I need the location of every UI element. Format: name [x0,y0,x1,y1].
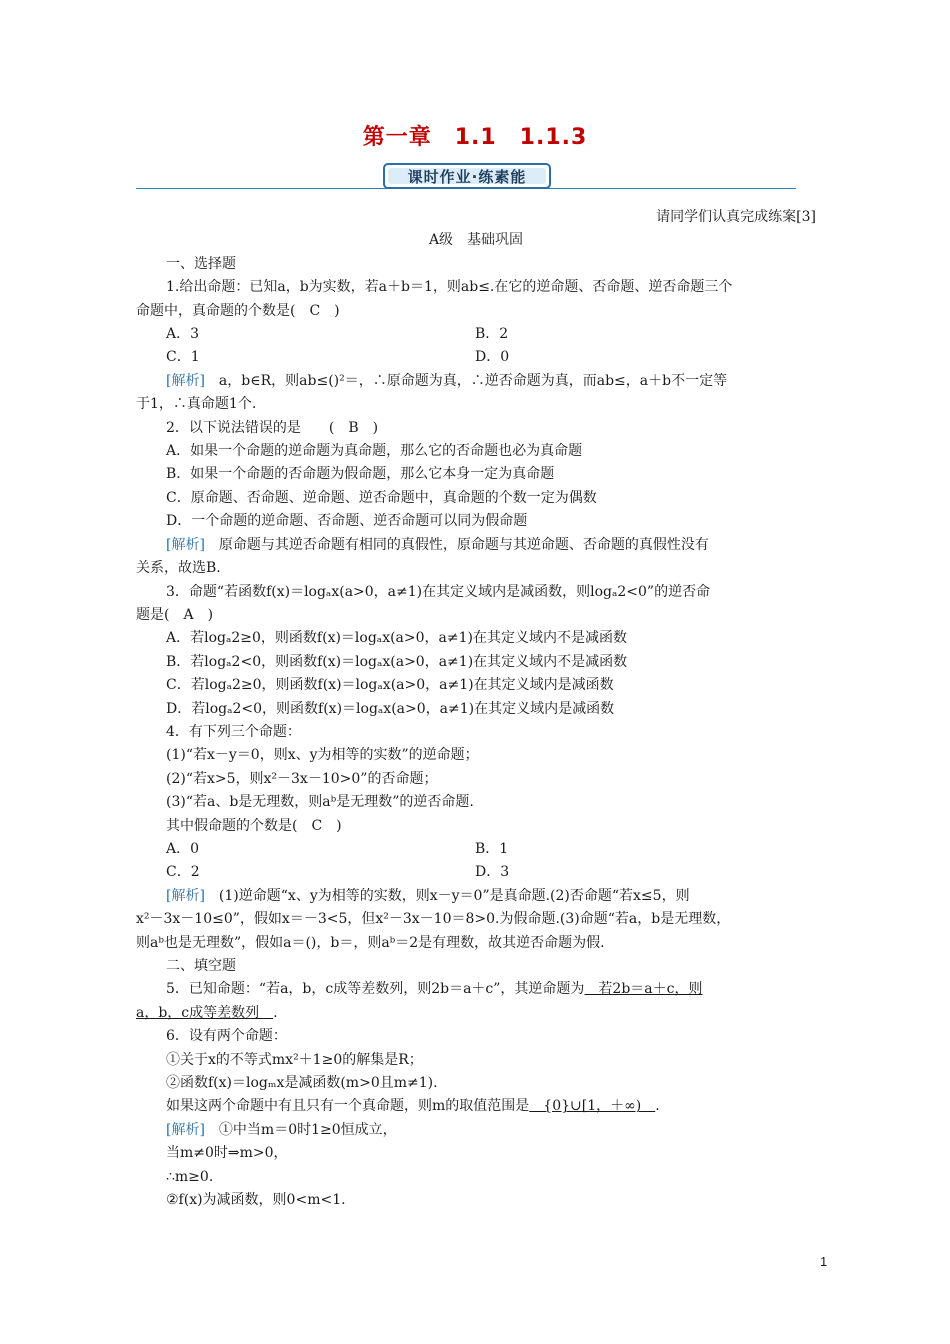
page-title: 第一章 1.1 1.1.3 [362,125,588,150]
worksheet-body [136,206,816,1212]
q4-option-a: A．0 [166,840,200,857]
q4-analysis-text: (1)逆命题“x、y为相等的实数，则x－y＝0”是真命题.(2)否命题“若x≤5，则 [204,887,690,904]
q1-stem-line1: 1.给出命题：已知a，b为实数，若a＋b＝1，则ab≤.在它的逆命题、否命题、逆否命题三个 [166,279,733,296]
q3-option-a: A．若logₐ2≥0，则函数f(x)＝logₐx(a>0，a≠1)在其定义域内不是减函数 [166,630,627,647]
q1-option-d: D．0 [475,349,510,366]
q1-stem-line2: 命题中，真命题的个数是( C ) [136,302,340,319]
q5-stem-text: 5．已知命题：“若a，b，c成等差数列，则2b＝a＋c”，其逆命题为 [166,981,585,998]
q6-analysis-line3: ∴m≥0. [166,1168,214,1185]
q4-proposition-2: (2)“若x>5，则x²－3x－10>0”的否命题； [166,770,438,787]
q2-option-c: C．原命题、否命题、逆命题、逆否命题中，真命题的个数一定为偶数 [166,489,597,506]
q2-analysis-line1 [136,534,816,557]
q4-option-b: B．1 [475,840,509,857]
q5-end: . [273,1004,278,1021]
q4-option-d: D．3 [475,864,510,881]
q6-question-text: 如果这两个命题中有且只有一个真命题，则m的取值范围是 [166,1098,530,1115]
q4-question: 其中假命题的个数是( C ) [166,817,342,834]
q6-analysis-text: ①中当m＝0时1≥0恒成立， [204,1121,397,1138]
section-heading-fill: 二、填空题 [166,958,236,974]
q6-analysis-line2: 当m≠0时⇒m>0， [166,1145,288,1162]
q3-option-c: C．若logₐ2≥0，则函数f(x)＝logₐx(a>0，a≠1)在其定义域内是减函数 [166,677,614,694]
q2-analysis-line2: 关系，故选B. [136,560,221,577]
q4-proposition-3: (3)“若a、b是无理数，则aᵇ是无理数”的逆否命题. [166,794,474,811]
analysis-tag: [解析] [166,887,205,904]
q6-end: . [655,1098,660,1115]
q3-option-d: D．若logₐ2<0，则函数f(x)＝logₐx(a>0，a≠1)在其定义域内是减函数 [166,700,615,717]
q2-stem: 2．以下说法错误的是 ( B ) [166,419,379,436]
q2-analysis-text: 原命题与其逆否命题有相同的真假性，原命题与其逆命题、否命题的真假性没有 [204,536,709,553]
q2-option-a: A．如果一个命题的逆命题为真命题，那么它的否命题也必为真命题 [166,443,583,460]
q6-analysis-line1 [136,1119,816,1142]
q1-options-row2 [136,346,816,369]
q6-stem: 6．设有两个命题： [166,1028,287,1045]
q2-option-b: B．如果一个命题的否命题为假命题，那么它本身一定为真命题 [166,466,555,483]
q1-analysis-line1 [136,370,816,393]
q3-stem-line1: 3．命题“若函数f(x)＝logₐx(a>0，a≠1)在其定义域内是减函数，则logₐ2<0”的逆否命 [166,583,711,600]
q6-proposition-1: ①关于x的不等式mx²＋1≥0的解集是R； [166,1051,423,1068]
q6-question [136,1095,816,1118]
exercise-note: 请同学们认真完成练案[3] [656,209,816,225]
q6-analysis-line4: ②f(x)为减函数，则0<m<1. [166,1192,346,1209]
q1-option-a: A．3 [166,326,200,343]
q2-option-d: D．一个命题的逆命题、否命题、逆否命题可以同为假命题 [166,513,528,530]
section-heading-choice: 一、选择题 [166,255,236,272]
page-number: 1 [820,1254,828,1269]
section-banner [383,163,551,189]
q4-option-c: C．2 [166,864,200,881]
banner-label: 课时作业·练素能 [407,167,527,186]
q3-stem-line2: 题是( A ) [136,606,214,623]
analysis-tag: [解析] [166,536,205,553]
q4-analysis-line1 [136,885,816,908]
q4-options-row2 [136,861,816,884]
level-heading: A级 基础巩固 [428,232,524,249]
q1-option-b: B．2 [475,326,509,343]
q1-analysis-text: a，b∈R，则ab≤()²＝，∴原命题为真，∴逆否命题为真，而ab≤，a＋b不一定等 [204,372,728,389]
q5-stem-line1 [136,978,816,1001]
q4-analysis-line2: x²－3x－10≤0”，假如x＝－3<5，但x²－3x－10＝8>0.为假命题.(3)命题“若a，b是无理数， [136,911,731,928]
q4-options-row1 [136,838,816,861]
q5-stem-line2 [136,1002,816,1025]
q3-option-b: B．若logₐ2<0，则函数f(x)＝logₐx(a>0，a≠1)在其定义域内不是减函数 [166,653,628,670]
q1-analysis-line2: 于1，∴真命题1个. [136,396,257,413]
q1-options-row1 [136,323,816,346]
q4-analysis-line3: 则aᵇ也是无理数”，假如a＝()，b＝，则aᵇ＝2是有理数，故其逆否命题为假. [136,934,605,951]
analysis-tag: [解析] [166,1121,205,1138]
analysis-tag: [解析] [166,372,205,389]
q5-answer-part2: a，b，c成等差数列 [136,1004,274,1021]
q6-answer: {0}∪[1，＋∞) [529,1098,656,1115]
q6-proposition-2: ②函数f(x)＝logₘx是减函数(m>0且m≠1). [166,1075,438,1092]
q4-stem: 4．有下列三个命题： [166,723,301,740]
q1-option-c: C．1 [166,349,200,366]
q5-answer-part1: 若2b＝a＋c，则 [584,981,703,998]
q4-proposition-1: (1)“若x－y＝0，则x、y为相等的实数”的逆命题； [166,747,479,764]
